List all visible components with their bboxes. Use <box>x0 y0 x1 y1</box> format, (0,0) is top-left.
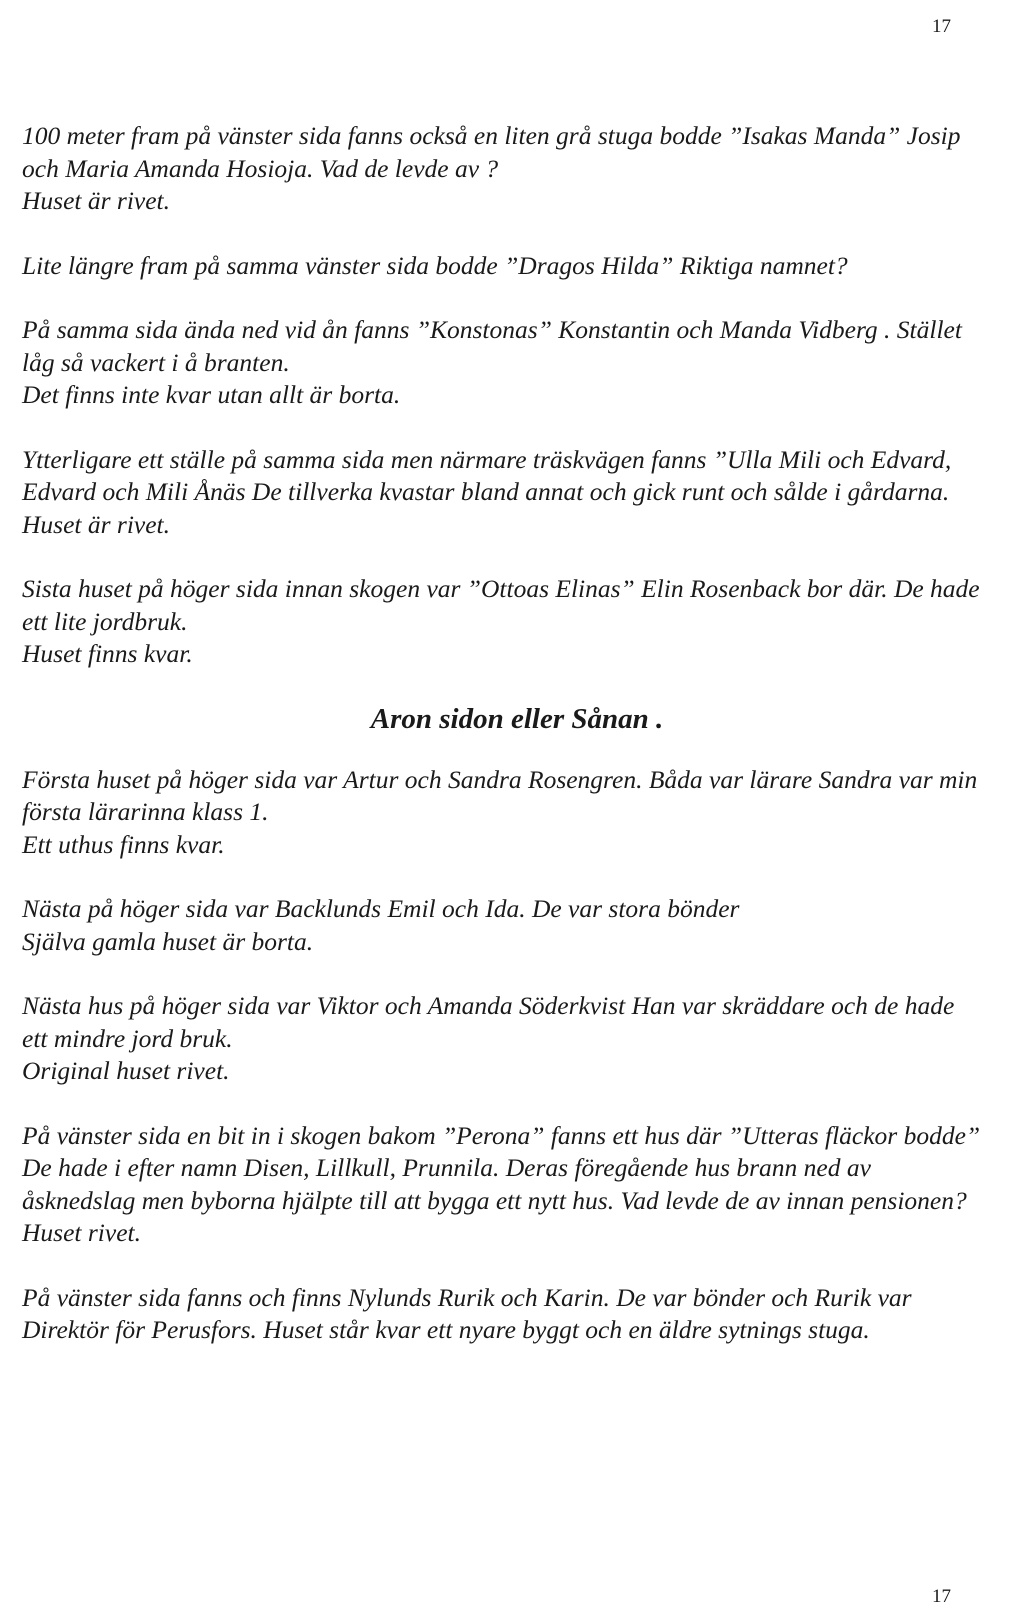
paragraph-soderkvist: Nästa hus på höger sida var Viktor och Amanda Söderkvist Han var skräddare och de hade ett mindre jord bruk. Original huset rivet. <box>22 991 955 1085</box>
document-body <box>22 120 982 1379</box>
paragraph-isakas-manda: 100 meter fram på vänster sida fanns också en liten grå stuga bodde ”Isakas Manda” Josip och Maria Amanda Hosioja. Vad de levde av ? Huset är rivet. <box>22 121 961 215</box>
paragraph-konstonas: På samma sida ända ned vid ån fanns ”Konstonas” Konstantin och Manda Vidberg . Stället låg så vackert i å branten. Det finns inte kvar utan allt är borta. <box>22 315 962 409</box>
paragraph-ottoas-elinas: Sista huset på höger sida innan skogen var ”Ottoas Elinas” Elin Rosenback bor där. De hade ett lite jordbruk. Huset finns kvar. <box>22 574 980 668</box>
page-number-top: 17 <box>932 16 951 37</box>
paragraph-ulla-mili: Ytterligare ett ställe på samma sida men närmare träskvägen fanns ”Ulla Mili och Edvard, Edvard och Mili Ånäs De tillverka kvastar bland annat och gick runt och sålde i gårdarna. Huset är rivet. <box>22 444 952 539</box>
paragraph-dragos-hilda: Lite längre fram på samma vänster sida bodde ”Dragos Hilda” Riktiga namnet? <box>22 250 848 280</box>
paragraph-rosengren: Första huset på höger sida var Artur och Sandra Rosengren. Båda var lärare Sandra var min första lärarinna klass 1. Ett uthus finns kvar. <box>22 764 978 859</box>
section-heading: Aron sidon eller Sånan . <box>370 702 664 735</box>
paragraph-backlunds: Nästa på höger sida var Backlunds Emil och Ida. De var stora bönder Själva gamla huset är borta. <box>22 894 740 956</box>
paragraph-nylunds: På vänster sida fanns och finns Nylunds Rurik och Karin. De var bönder och Rurik var Direktör för Perusfors. Huset står kvar ett nyare byggt och en äldre sytnings stuga. <box>22 1282 912 1344</box>
paragraph-utteras-flackor: På vänster sida en bit in i skogen bakom ”Perona” fanns ett hus där ”Utteras fläckor bodde” De hade i efter namn Disen, Lillkull, Prunnila. Deras föregående hus brann ned av åsknedslag men byborna hjälpte till att bygga ett nytt hus. Vad levde de av innan pensionen? Huset rivet. <box>22 1120 981 1247</box>
page-number-bottom: 17 <box>932 1586 951 1607</box>
